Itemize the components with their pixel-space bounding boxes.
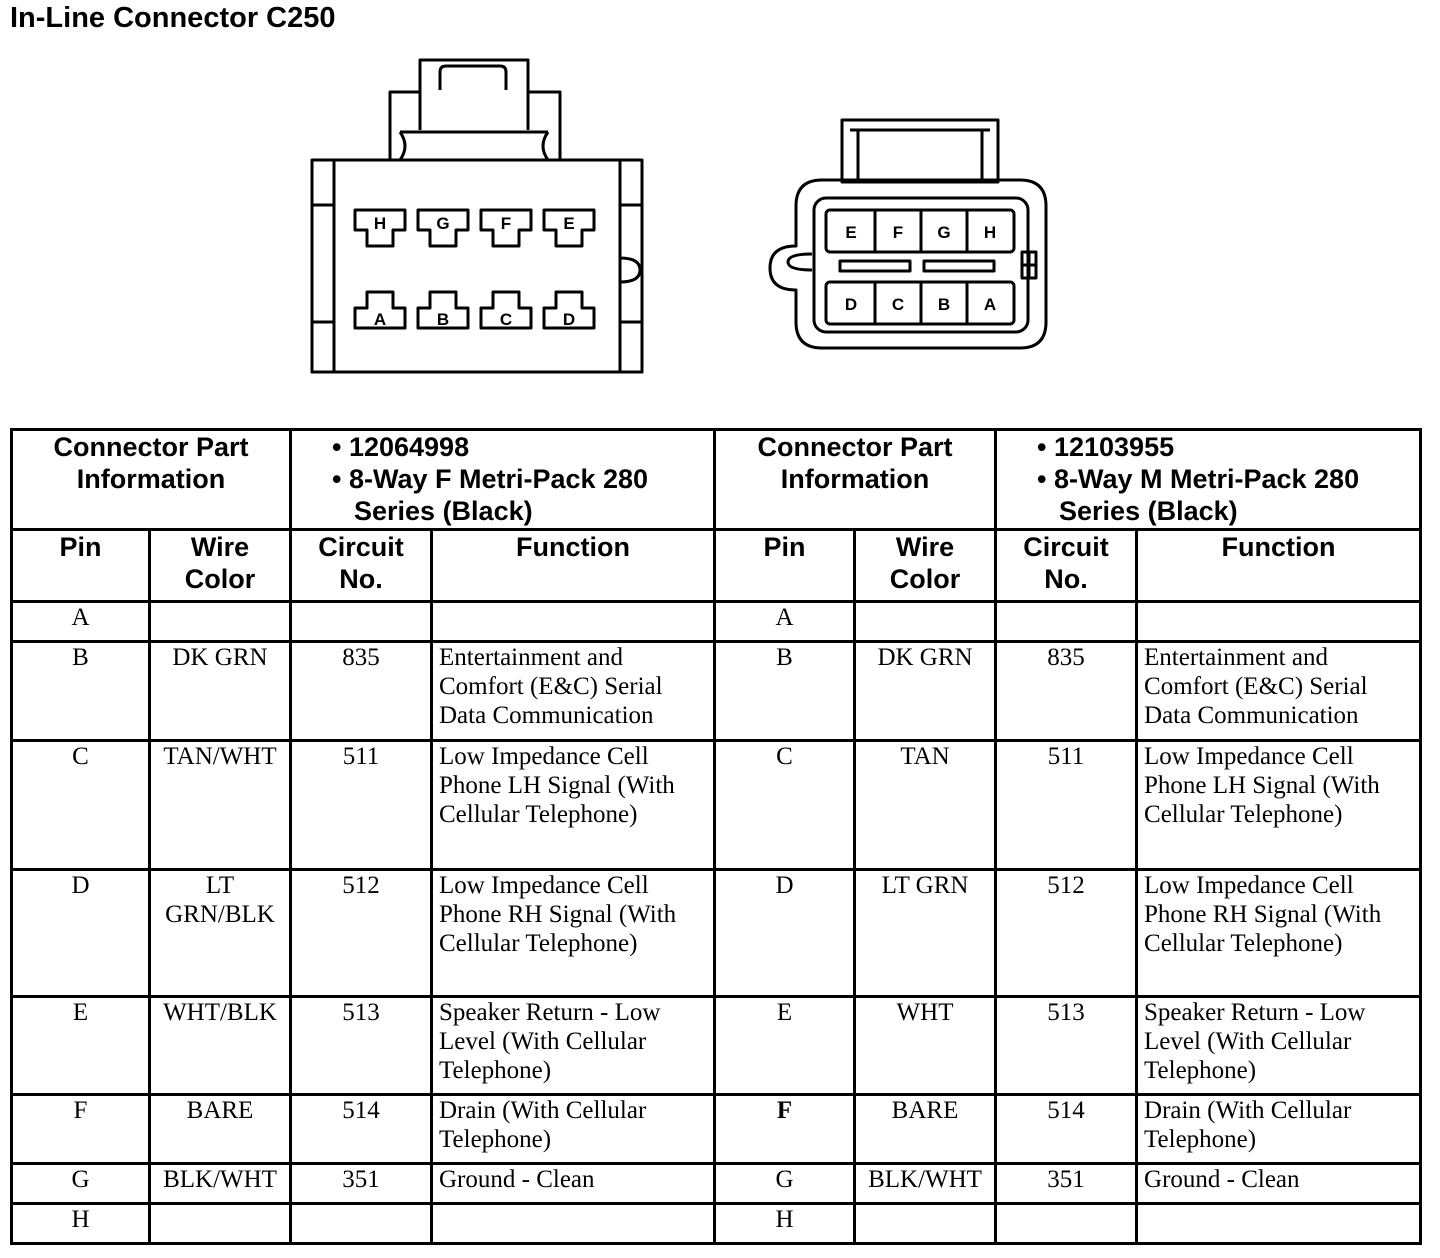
pin-cell: G — [715, 1164, 855, 1204]
function-cell — [1137, 602, 1421, 642]
female-pin-label: A — [373, 310, 387, 329]
female-pin-label: H — [373, 214, 387, 233]
page-title: In-Line Connector C250 — [10, 2, 336, 34]
circuit-cell: 511 — [291, 741, 432, 870]
male-pin-label: C — [891, 295, 905, 314]
wire-color-cell: BLK/WHT — [150, 1164, 291, 1204]
female-pin-label: G — [436, 214, 450, 233]
function-cell: Low Impedance Cell Phone RH Signal (With Cellular Telephone) — [1137, 870, 1421, 997]
function-header: Function — [1137, 530, 1421, 602]
table-row — [12, 997, 1421, 1095]
female-pin-label: B — [436, 310, 450, 329]
circuit-cell: 513 — [996, 997, 1137, 1095]
circuit-cell — [996, 602, 1137, 642]
wire-color-header: Wire Color — [150, 530, 291, 602]
pin-cell: A — [12, 602, 150, 642]
male-pin-label: E — [845, 223, 857, 242]
left-part-info: • 12064998 • 8-Way F Metri-Pack 280 Series (Black) — [291, 430, 715, 530]
male-pin-label: A — [983, 295, 997, 314]
pin-cell: E — [715, 997, 855, 1095]
circuit-cell: 835 — [291, 642, 432, 741]
function-cell: Entertainment and Comfort (E&C) Serial Data Communication — [1137, 642, 1421, 741]
pin-cell: F — [12, 1095, 150, 1164]
wire-color-cell: WHT/BLK — [150, 997, 291, 1095]
left-info-label: Connector Part Information — [12, 430, 291, 530]
wire-color-cell: BARE — [150, 1095, 291, 1164]
table-row — [12, 1164, 1421, 1204]
pin-cell: D — [715, 870, 855, 997]
function-header: Function — [432, 530, 715, 602]
circuit-cell — [996, 1204, 1137, 1244]
wire-color-cell: WHT — [855, 997, 996, 1095]
pin-cell: A — [715, 602, 855, 642]
circuit-cell — [291, 1204, 432, 1244]
circuit-header: Circuit No. — [291, 530, 432, 602]
function-cell: Entertainment and Comfort (E&C) Serial Data Communication — [432, 642, 715, 741]
female-connector-face — [312, 60, 642, 372]
male-pin-label: D — [844, 295, 858, 314]
pin-cell: H — [715, 1204, 855, 1244]
wire-color-cell: TAN — [855, 741, 996, 870]
pin-cell: C — [12, 741, 150, 870]
circuit-cell: 351 — [291, 1164, 432, 1204]
function-cell: Low Impedance Cell Phone RH Signal (With Cellular Telephone) — [432, 870, 715, 997]
pin-cell: H — [12, 1204, 150, 1244]
circuit-cell: 351 — [996, 1164, 1137, 1204]
function-cell: Drain (With Cellular Telephone) — [432, 1095, 715, 1164]
pin-cell: D — [12, 870, 150, 997]
wire-color-cell: DK GRN — [855, 642, 996, 741]
wire-color-cell: LT GRN/BLK — [150, 870, 291, 997]
male-connector-face — [770, 120, 1046, 348]
wire-color-cell — [150, 602, 291, 642]
connector-pinout-table — [10, 428, 1422, 1245]
pin-cell: C — [715, 741, 855, 870]
male-pin-label: B — [937, 295, 951, 314]
circuit-cell: 512 — [996, 870, 1137, 997]
circuit-cell: 511 — [996, 741, 1137, 870]
circuit-cell — [291, 602, 432, 642]
pin-cell: B — [715, 642, 855, 741]
circuit-cell: 513 — [291, 997, 432, 1095]
pin-header: Pin — [12, 530, 150, 602]
wire-color-cell — [150, 1204, 291, 1244]
pin-cell: E — [12, 997, 150, 1095]
right-info-label: Connector Part Information — [715, 430, 996, 530]
column-header-row — [12, 530, 1421, 602]
circuit-cell: 835 — [996, 642, 1137, 741]
function-cell: Speaker Return - Low Level (With Cellular Telephone) — [432, 997, 715, 1095]
function-cell: Ground - Clean — [432, 1164, 715, 1204]
function-cell: Low Impedance Cell Phone LH Signal (With Cellular Telephone) — [1137, 741, 1421, 870]
circuit-cell: 514 — [996, 1095, 1137, 1164]
female-pin-label: C — [499, 310, 513, 329]
table-row — [12, 1095, 1421, 1164]
female-pin-label: E — [563, 214, 575, 233]
connector-diagram — [300, 50, 1060, 380]
wire-color-cell: LT GRN — [855, 870, 996, 997]
function-cell: Speaker Return - Low Level (With Cellular Telephone) — [1137, 997, 1421, 1095]
circuit-cell: 512 — [291, 870, 432, 997]
function-cell: Drain (With Cellular Telephone) — [1137, 1095, 1421, 1164]
function-cell — [1137, 1204, 1421, 1244]
wire-color-cell — [855, 602, 996, 642]
pin-cell: B — [12, 642, 150, 741]
wire-color-cell — [855, 1204, 996, 1244]
wire-color-cell: DK GRN — [150, 642, 291, 741]
wire-color-header: Wire Color — [855, 530, 996, 602]
function-cell: Ground - Clean — [1137, 1164, 1421, 1204]
table-row — [12, 642, 1421, 741]
circuit-header: Circuit No. — [996, 530, 1137, 602]
function-cell: Low Impedance Cell Phone LH Signal (With Cellular Telephone) — [432, 741, 715, 870]
table-row — [12, 1204, 1421, 1244]
male-pin-label: H — [983, 223, 997, 242]
pin-cell: G — [12, 1164, 150, 1204]
wire-color-cell: TAN/WHT — [150, 741, 291, 870]
function-cell — [432, 602, 715, 642]
function-cell — [432, 1204, 715, 1244]
pin-cell: F — [715, 1095, 855, 1164]
wire-color-cell: BLK/WHT — [855, 1164, 996, 1204]
pin-header: Pin — [715, 530, 855, 602]
table-row — [12, 602, 1421, 642]
circuit-cell: 514 — [291, 1095, 432, 1164]
right-part-info: • 12103955 • 8-Way M Metri-Pack 280 Series (Black) — [996, 430, 1421, 530]
female-pin-label: F — [500, 214, 512, 233]
table-row — [12, 741, 1421, 870]
part-info-row — [12, 430, 1421, 530]
wire-color-cell: BARE — [855, 1095, 996, 1164]
table-row — [12, 870, 1421, 997]
male-pin-label: G — [937, 223, 951, 242]
male-pin-label: F — [892, 223, 904, 242]
female-pin-label: D — [562, 310, 576, 329]
